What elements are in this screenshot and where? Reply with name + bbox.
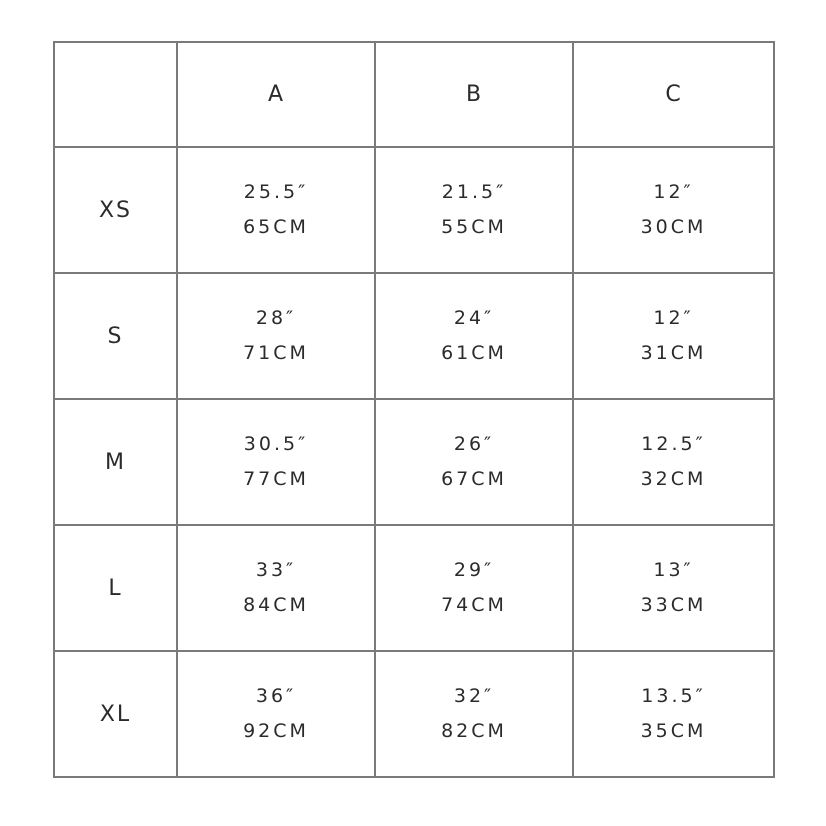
- measurement-centimeters: 67CM: [441, 468, 507, 490]
- measurement-inches: 12″: [653, 181, 694, 203]
- header-corner-cell: [54, 42, 177, 147]
- measurement-centimeters: 77CM: [243, 468, 309, 490]
- measurement-centimeters: 61CM: [441, 342, 507, 364]
- table-row: [54, 525, 774, 651]
- measurement-centimeters: 84CM: [243, 594, 309, 616]
- measurement-centimeters: 35CM: [640, 720, 707, 742]
- measurement-inches: 24″: [453, 307, 495, 329]
- measurement-cell: [573, 399, 774, 525]
- measurement-cell: [177, 399, 375, 525]
- table-row: [54, 273, 774, 399]
- measurement-cell: [177, 147, 375, 273]
- measurement-cell: [375, 147, 573, 273]
- measurement-inches: 13.5″: [641, 685, 706, 707]
- measurement-centimeters: 55CM: [441, 216, 507, 238]
- measurement-cell: [375, 525, 573, 651]
- measurement-inches: 26″: [453, 433, 495, 455]
- measurement-inches: 33″: [255, 559, 297, 581]
- header-cell-b: B: [375, 42, 573, 147]
- size-chart-body: [54, 42, 774, 777]
- measurement-centimeters: 30CM: [640, 216, 707, 238]
- measurement-cell: [375, 651, 573, 777]
- measurement-inches: 36″: [255, 685, 297, 707]
- measurement-centimeters: 33CM: [640, 594, 707, 616]
- measurement-cell: [177, 273, 375, 399]
- measurement-centimeters: 74CM: [441, 594, 507, 616]
- header-cell-c: C: [573, 42, 774, 147]
- size-label-cell: S: [54, 273, 177, 399]
- measurement-inches: 25.5″: [243, 181, 309, 203]
- size-label-cell: M: [54, 399, 177, 525]
- header-row: [54, 42, 774, 147]
- measurement-cell: [573, 525, 774, 651]
- size-chart-table: [53, 41, 775, 778]
- measurement-cell: [375, 273, 573, 399]
- measurement-inches: 12″: [653, 307, 694, 329]
- table-row: [54, 651, 774, 777]
- measurement-cell: [573, 147, 774, 273]
- size-label-cell: XL: [54, 651, 177, 777]
- measurement-centimeters: 71CM: [243, 342, 309, 364]
- measurement-cell: [177, 525, 375, 651]
- measurement-inches: 29″: [453, 559, 495, 581]
- measurement-centimeters: 92CM: [243, 720, 309, 742]
- measurement-inches: 21.5″: [441, 181, 507, 203]
- measurement-centimeters: 65CM: [243, 216, 309, 238]
- measurement-inches: 30.5″: [243, 433, 309, 455]
- measurement-centimeters: 32CM: [640, 468, 707, 490]
- table-row: [54, 147, 774, 273]
- measurement-cell: [573, 651, 774, 777]
- header-cell-a: A: [177, 42, 375, 147]
- measurement-centimeters: 31CM: [640, 342, 707, 364]
- measurement-cell: [375, 399, 573, 525]
- measurement-cell: [573, 273, 774, 399]
- measurement-cell: [177, 651, 375, 777]
- table-row: [54, 399, 774, 525]
- measurement-inches: 32″: [453, 685, 495, 707]
- measurement-inches: 13″: [653, 559, 694, 581]
- measurement-inches: 12.5″: [641, 433, 706, 455]
- size-label-cell: L: [54, 525, 177, 651]
- measurement-centimeters: 82CM: [441, 720, 507, 742]
- measurement-inches: 28″: [255, 307, 297, 329]
- size-label-cell: XS: [54, 147, 177, 273]
